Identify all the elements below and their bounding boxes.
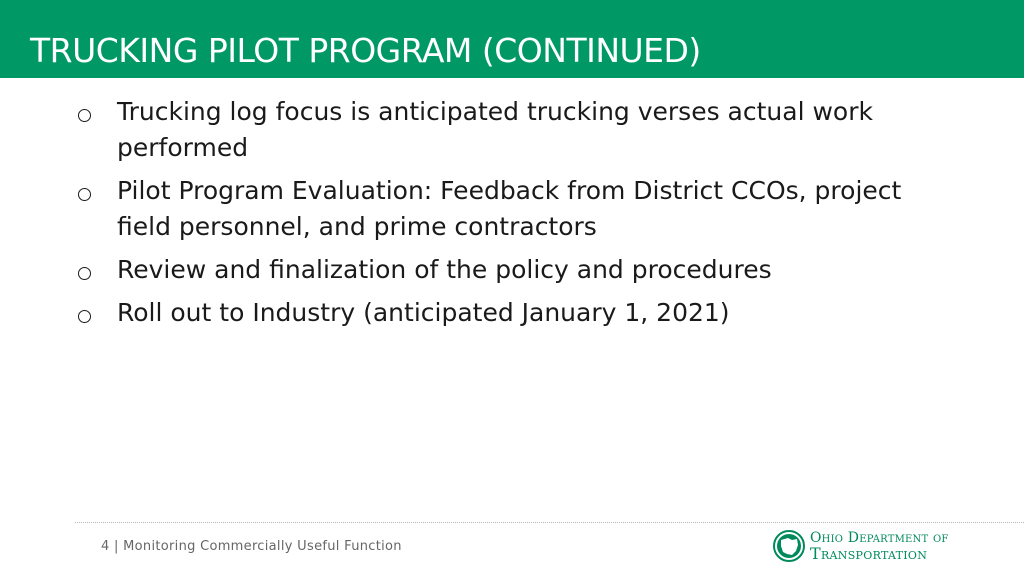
bullet-item	[78, 173, 958, 245]
footer	[101, 539, 402, 554]
bullet-text: Pilot Program Evaluation: Feedback from District CCOs, project field personnel, and prime contractors	[117, 176, 902, 241]
bullet-text: Trucking log focus is anticipated trucking verses actual work performed	[117, 97, 873, 162]
logo-line-2: Transportation	[810, 544, 928, 563]
footer-title: Monitoring Commercially Useful Function	[123, 539, 402, 554]
logo-line-1: Ohio Department of	[810, 530, 949, 546]
footer-separator: |	[114, 539, 119, 554]
page-number: 4	[101, 539, 110, 554]
circle-bullet-icon	[78, 267, 91, 280]
circle-bullet-icon	[78, 188, 91, 201]
footer-divider	[75, 522, 1024, 523]
bullet-list	[78, 94, 958, 338]
bullet-item	[78, 94, 958, 166]
bullet-item	[78, 295, 958, 331]
odot-logo	[773, 530, 953, 566]
circle-bullet-icon	[78, 310, 91, 323]
bullet-item	[78, 252, 958, 288]
slide-title: TRUCKING PILOT PROGRAM (CONTINUED)	[30, 31, 701, 70]
bullet-text: Roll out to Industry (anticipated January 1, 2021)	[117, 298, 730, 327]
bullet-text: Review and finalization of the policy and procedures	[117, 255, 772, 284]
circle-bullet-icon	[78, 109, 91, 122]
ohio-state-outline-icon	[773, 530, 805, 562]
title-bar	[0, 0, 1024, 78]
